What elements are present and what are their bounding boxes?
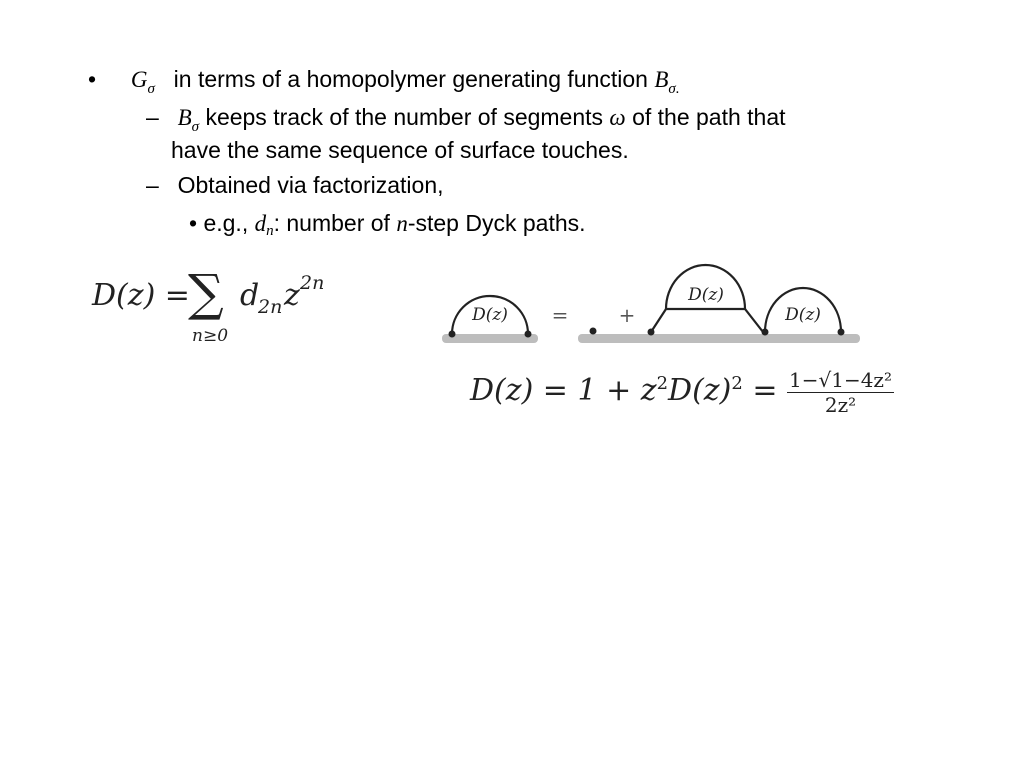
exponent: 2 xyxy=(656,373,669,394)
formula-generating-function xyxy=(92,264,352,360)
term-d-sub: 2n xyxy=(258,296,283,318)
symbol-n-sub: n xyxy=(266,223,274,239)
symbol-sigma: σ xyxy=(147,81,155,97)
empty-path-dot xyxy=(590,328,597,335)
symbol-sigma-end: σ. xyxy=(668,81,680,97)
term-z-sup: 2n xyxy=(300,272,325,294)
formula-functional-equation xyxy=(470,356,890,416)
path-node xyxy=(762,329,769,336)
formula-equals: = xyxy=(752,373,778,408)
bullet-2-continuation xyxy=(171,137,629,164)
symbol-n: n xyxy=(396,211,408,236)
bubble-label-right: D(z) xyxy=(785,305,821,325)
symbol-g: G xyxy=(130,67,148,92)
dash-marker: – xyxy=(146,172,159,198)
bullet-2 xyxy=(146,104,786,141)
path-node xyxy=(838,329,845,336)
exponent: 2 xyxy=(731,373,743,394)
bullet-2-text-b: of the path that xyxy=(632,104,786,130)
symbol-b: B xyxy=(177,105,192,130)
formula-lhs: D(z) = xyxy=(92,278,190,313)
symbol-d: d xyxy=(254,211,267,236)
path-node xyxy=(648,329,655,336)
fraction-denominator: 2z² xyxy=(824,392,857,417)
path-node xyxy=(525,331,532,338)
sum-symbol: ∑ xyxy=(188,264,224,322)
formula-lhs: D(z) = 1 + z xyxy=(470,373,657,408)
bullet-4-text-a: e.g., xyxy=(203,210,249,236)
bullet-marker: • xyxy=(189,210,198,236)
bullet-marker: • xyxy=(88,66,97,92)
plus-sign: + xyxy=(618,303,636,327)
dash-marker: – xyxy=(146,104,159,130)
bullet-1-text: in terms of a homopolymer generating function xyxy=(173,66,648,92)
symbol-omega: ω xyxy=(609,105,626,130)
bullet-4 xyxy=(189,210,586,245)
bubble-label: D(z) xyxy=(472,305,508,325)
sum-limits: n≥0 xyxy=(192,326,229,346)
symbol-sigma: σ xyxy=(191,119,200,135)
bullet-4-text-c: -step Dyck paths. xyxy=(407,210,586,236)
surface-bar-left xyxy=(442,334,538,343)
formula-mid: D(z) xyxy=(668,373,732,408)
surface-bar-right xyxy=(578,334,860,343)
bullet-4-text-b: : number of xyxy=(273,210,390,236)
term-z: z xyxy=(284,278,300,313)
elevated-path xyxy=(651,309,763,332)
bullet-2-text-a: keeps track of the number of segments xyxy=(205,104,604,130)
bullet-2-text-c: have the same sequence of surface touches. xyxy=(171,137,629,163)
bullet-3 xyxy=(146,172,444,199)
equals-sign: = xyxy=(551,303,569,327)
bullet-3-text: Obtained via factorization, xyxy=(177,172,444,198)
symbol-b: B xyxy=(654,67,669,92)
fraction-numerator: 1−√1−4z² xyxy=(789,367,892,392)
dyck-factorization-diagram xyxy=(440,258,864,350)
bubble-label-raised: D(z) xyxy=(688,285,724,305)
formula-fraction xyxy=(787,368,894,417)
path-node xyxy=(449,331,456,338)
term-d: d xyxy=(240,278,260,313)
bullet-1 xyxy=(88,66,680,103)
